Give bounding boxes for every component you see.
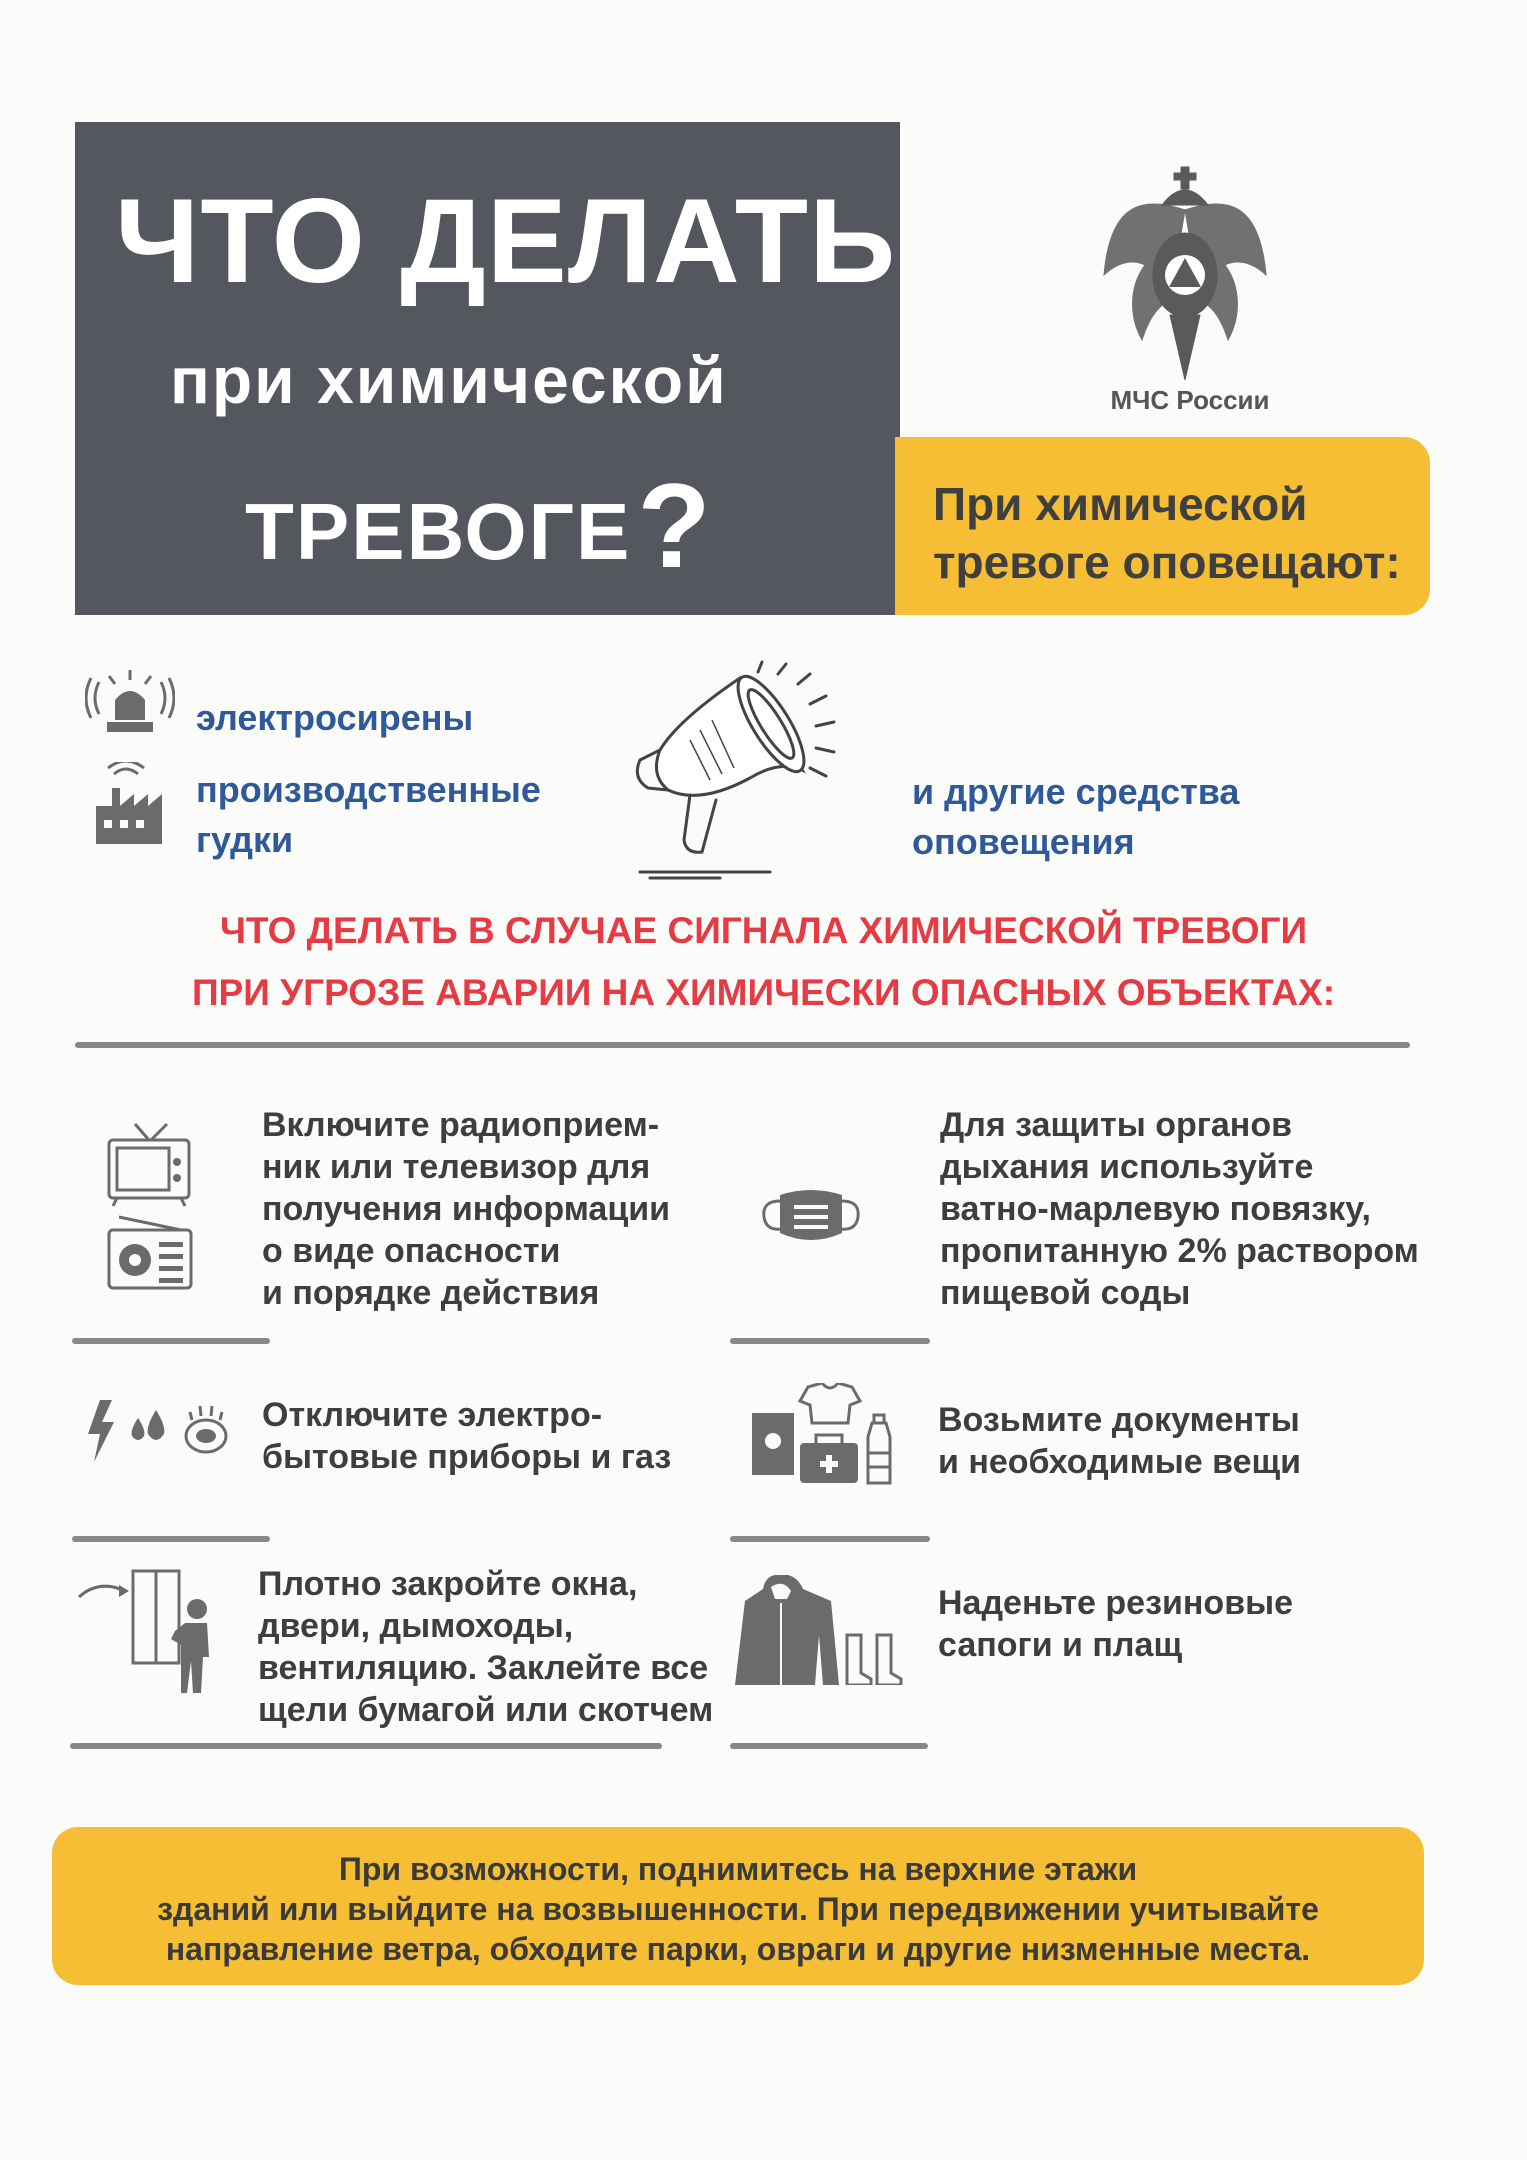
sirens-label: электросирены xyxy=(196,697,474,738)
instruction-line: Отключите электро- xyxy=(262,1396,603,1434)
instruction-line: пропитанную 2% раствором xyxy=(940,1232,1419,1270)
instruction-windows xyxy=(258,1563,713,1731)
close-window-icon xyxy=(75,1565,215,1695)
instruction-line: получения информации xyxy=(262,1190,671,1228)
instruction-line: щели бумагой или скотчем xyxy=(258,1691,714,1729)
other-means-label xyxy=(912,767,1239,867)
instruction-mask xyxy=(940,1104,1419,1314)
instruction-radio xyxy=(262,1104,670,1314)
tv-radio-icon xyxy=(105,1122,195,1292)
instruction-boots xyxy=(938,1582,1293,1666)
emchs-emblem-icon xyxy=(1100,165,1270,385)
instruction-line: сапоги и плащ xyxy=(938,1626,1183,1664)
instruction-line: ватно-марлевую повязку, xyxy=(940,1190,1371,1228)
divider xyxy=(72,1536,270,1542)
action-heading-line-1: ЧТО ДЕЛАТЬ В СЛУЧАЕ СИГНАЛА ХИМИЧЕСКОЙ ТРЕВОГИ xyxy=(219,910,1308,951)
divider xyxy=(730,1338,930,1344)
instruction-line: вентиляцию. Заклейте все xyxy=(258,1649,709,1687)
notify-line-2: тревоге оповещают: xyxy=(933,536,1401,588)
notify-text xyxy=(933,475,1401,591)
instruction-line: Наденьте резиновые xyxy=(938,1584,1294,1622)
emblem-caption: МЧС России xyxy=(1110,385,1270,415)
instruction-line: двери, дымоходы, xyxy=(258,1607,574,1645)
question-mark: ? xyxy=(637,459,713,593)
gauze-mask-icon xyxy=(760,1187,862,1245)
horns-line-1: производственные xyxy=(196,769,541,810)
instruction-line: пищевой соды xyxy=(940,1274,1191,1312)
divider xyxy=(730,1536,930,1542)
divider xyxy=(70,1743,662,1749)
instruction-line: бытовые приборы и газ xyxy=(262,1438,672,1476)
instruction-line: Плотно закройте окна, xyxy=(258,1565,638,1603)
action-heading-line-2: ПРИ УГРОЗЕ АВАРИИ НА ХИМИЧЕСКИ ОПАСНЫХ ОБЪЕКТАХ: xyxy=(191,972,1336,1013)
instruction-line: ник или телевизор для xyxy=(262,1148,651,1186)
other-line-1: и другие средства xyxy=(912,771,1240,812)
advice-line-1: При возможности, поднимитесь на верхние этажи xyxy=(338,1851,1138,1887)
factory-icon xyxy=(92,762,170,844)
divider xyxy=(75,1042,1410,1048)
instruction-line: и необходимые вещи xyxy=(938,1443,1302,1481)
megaphone-icon xyxy=(630,660,845,885)
siren-icon xyxy=(85,668,175,738)
title-box xyxy=(75,122,900,615)
title-line-1: ЧТО ДЕЛАТЬ xyxy=(115,174,897,308)
raincoat-boots-icon xyxy=(735,1575,905,1685)
notify-box xyxy=(895,437,1430,615)
instruction-documents xyxy=(938,1399,1301,1483)
other-line-2: оповещения xyxy=(912,821,1135,862)
electricity-water-gas-icon xyxy=(86,1400,236,1462)
instruction-line: Для защиты органов xyxy=(940,1106,1293,1144)
title-line-3 xyxy=(245,457,713,595)
divider xyxy=(730,1743,928,1749)
title-line-2: при химической xyxy=(170,343,728,417)
instruction-line: дыхания используйте xyxy=(940,1148,1314,1186)
instruction-line: Включите радиоприем- xyxy=(262,1106,660,1144)
title-word: ТРЕВОГЕ xyxy=(245,487,632,576)
notify-line-1: При химической xyxy=(933,478,1308,530)
instruction-line: о виде опасности xyxy=(262,1232,561,1270)
instruction-line: и порядке действия xyxy=(262,1274,600,1312)
instruction-line: Возьмите документы xyxy=(938,1401,1300,1439)
advice-line-2: зданий или выйдите на возвышенности. При передвижении учитывайте xyxy=(157,1891,1319,1927)
horns-line-2: гудки xyxy=(196,819,294,860)
horns-label xyxy=(196,765,541,865)
bottom-advice-box xyxy=(52,1827,1424,1985)
divider xyxy=(72,1338,270,1344)
instruction-power xyxy=(262,1394,671,1478)
documents-bag-bottle-icon xyxy=(750,1383,898,1485)
advice-line-3: направление ветра, обходите парки, овраги и другие низменные места. xyxy=(165,1931,1311,1967)
